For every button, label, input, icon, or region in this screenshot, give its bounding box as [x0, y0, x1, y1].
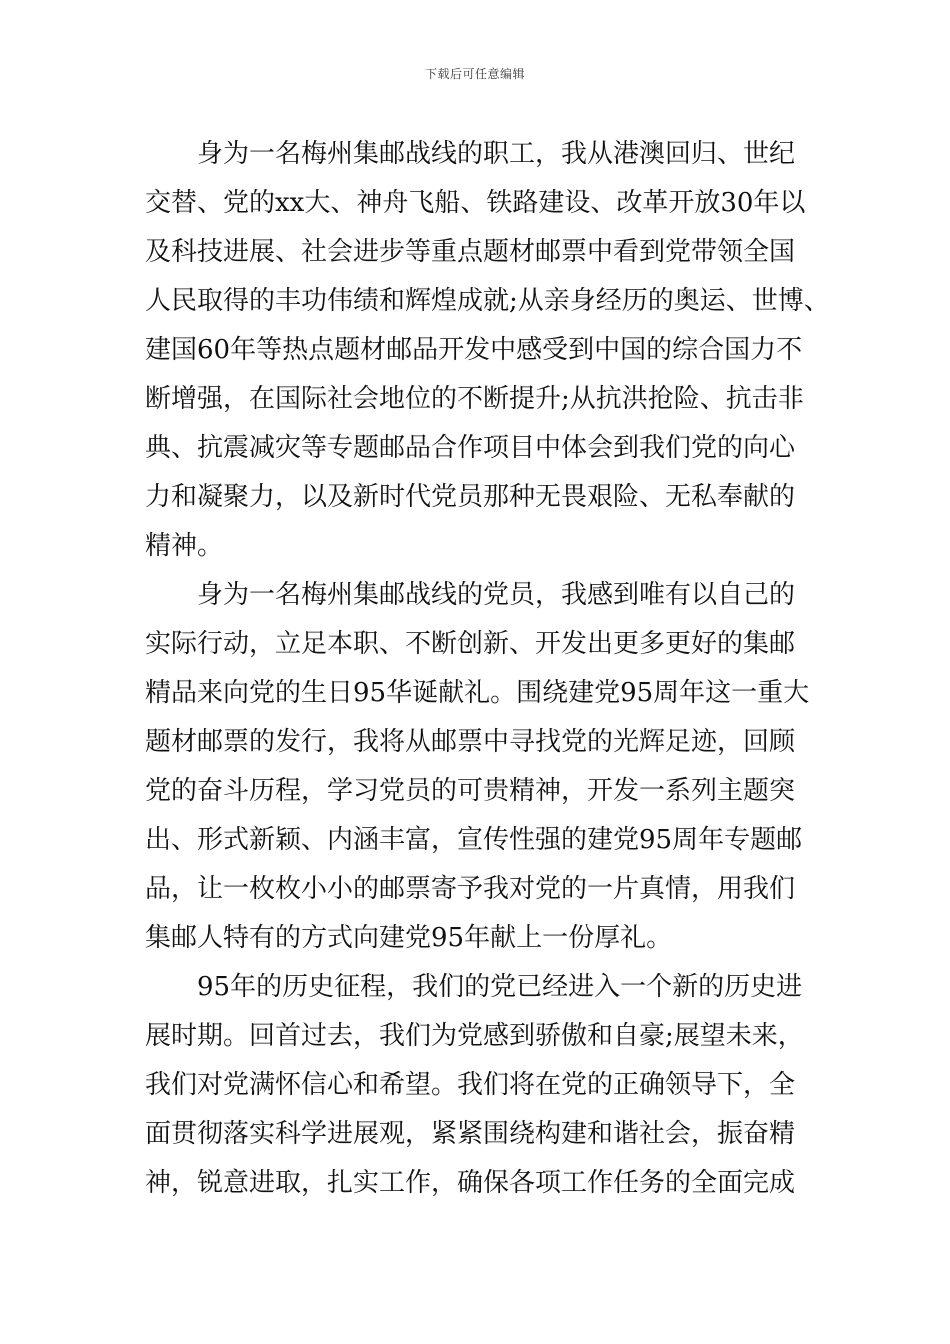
paragraph-line: 党的奋斗历程，学习党员的可贵精神，开发一系列主题突: [145, 776, 796, 806]
paragraph-line: 95年的历史征程，我们的党已经进入一个新的历史进: [197, 972, 803, 1002]
paragraph-line: 建国60年等热点题材邮品开发中感受到中国的综合国力不: [145, 335, 803, 365]
paragraph-line: 精神。: [145, 531, 224, 561]
paragraph-line: 人民取得的丰功伟绩和辉煌成就;从亲身经历的奥运、世博、: [145, 286, 830, 316]
paragraph-line: 交替、党的xx大、神舟飞船、铁路建设、改革开放30年以: [145, 188, 806, 218]
paragraph-line: 精品来向党的生日95华诞献礼。围绕建党95周年这一重大: [145, 678, 810, 708]
paragraph-line: 展时期。回首过去，我们为党感到骄傲和自豪;展望未来，: [145, 1021, 804, 1051]
document-body: [145, 130, 830, 1208]
paragraph-line: 神，锐意进取，扎实工作，确保各项工作任务的全面完成: [145, 1168, 796, 1198]
paragraph-line: 面贯彻落实科学进展观，紧紧围绕构建和谐社会，振奋精: [145, 1119, 796, 1149]
paragraph-line: 及科技进展、社会进步等重点题材邮票中看到党带领全国: [145, 237, 796, 267]
paragraph-line: 品，让一枚枚小小的邮票寄予我对党的一片真情，用我们: [145, 874, 796, 904]
paragraph-1: [145, 130, 830, 571]
page-header: 下载后可任意编辑: [424, 67, 525, 81]
paragraph-line: 集邮人特有的方式向建党95年献上一份厚礼。: [145, 923, 673, 953]
paragraph-line: 典、抗震减灾等专题邮品合作项目中体会到我们党的向心: [145, 433, 796, 463]
paragraph-line: 题材邮票的发行，我将从邮票中寻找党的光辉足迹，回顾: [145, 727, 796, 757]
paragraph-2: [145, 571, 815, 963]
paragraph-line: 实际行动，立足本职、不断创新、开发出更多更好的集邮: [145, 629, 796, 659]
paragraph-line: 我们对党满怀信心和希望。我们将在党的正确领导下，全: [145, 1070, 796, 1100]
paragraph-line: 身为一名梅州集邮战线的党员，我感到唯有以自己的: [197, 580, 796, 610]
paragraph-line: 力和凝聚力，以及新时代党员那种无畏艰险、无私奉献的: [145, 482, 796, 512]
paragraph-3: [145, 963, 815, 1208]
paragraph-line: 出、形式新颖、内涵丰富，宣传性强的建党95周年专题邮: [145, 825, 803, 855]
paragraph-line: 断增强，在国际社会地位的不断提升;从抗洪抢险、抗击非: [145, 384, 804, 414]
paragraph-line: 身为一名梅州集邮战线的职工，我从港澳回归、世纪: [197, 139, 796, 169]
